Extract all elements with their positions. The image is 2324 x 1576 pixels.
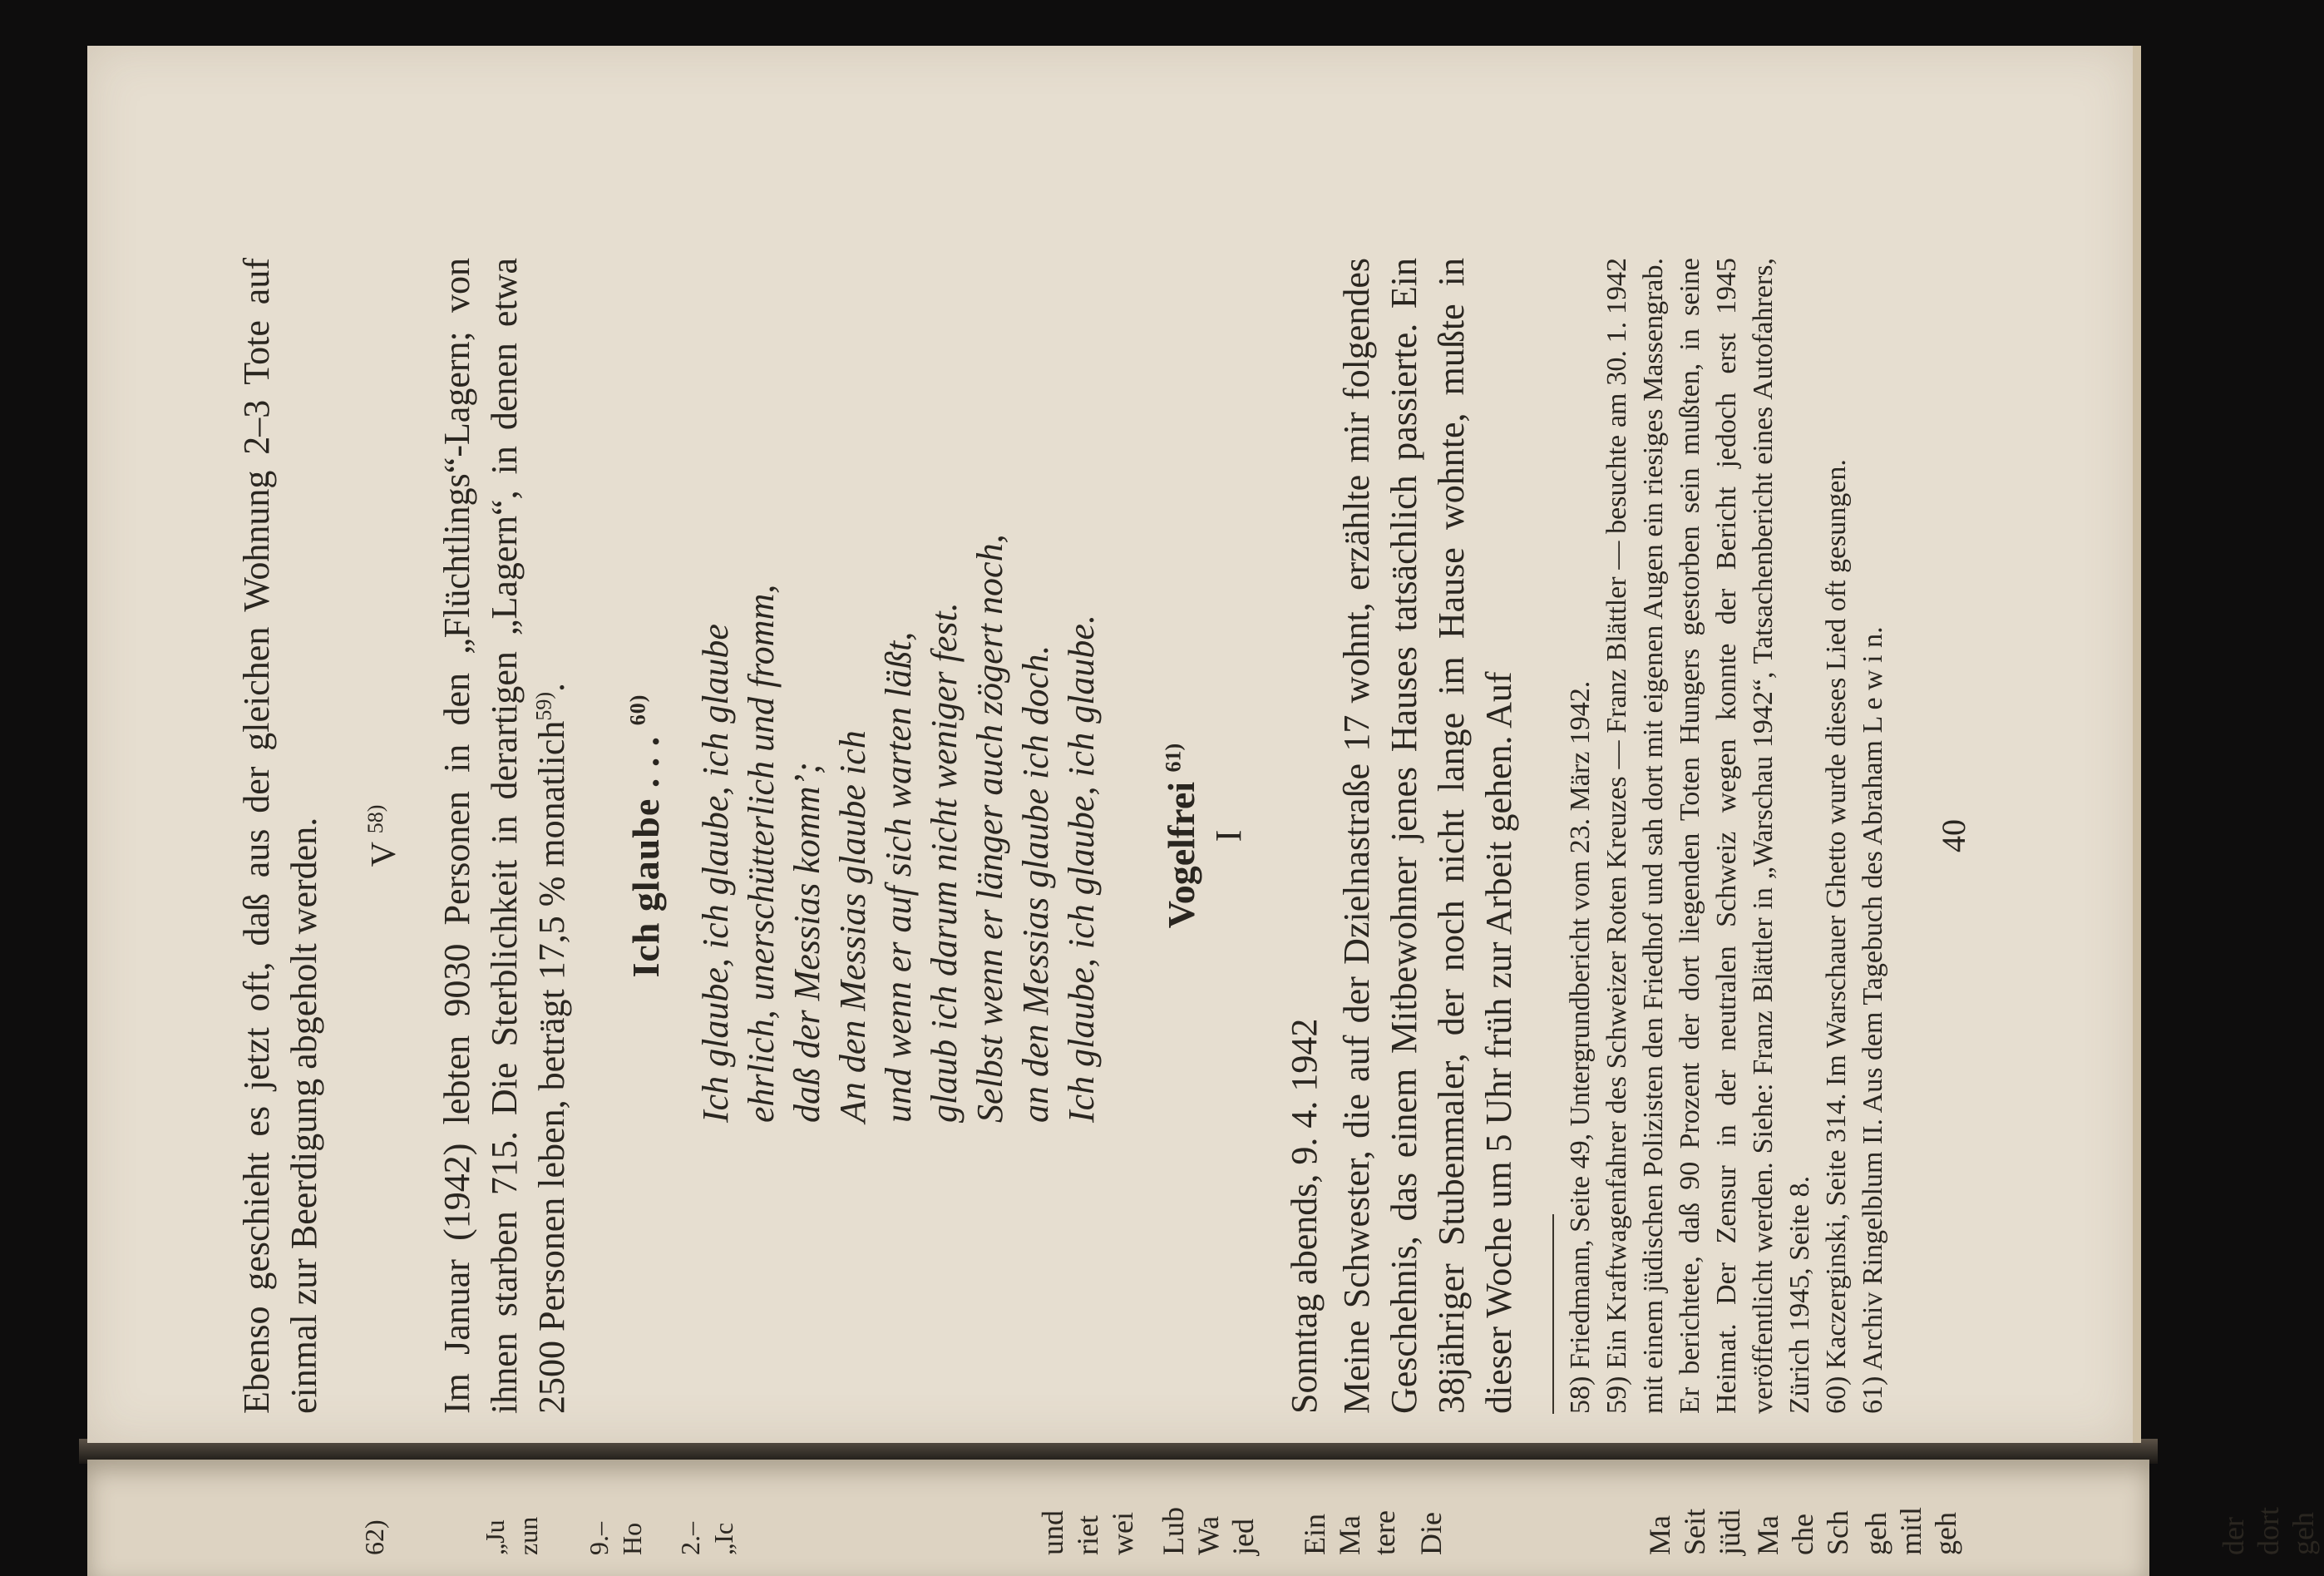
facing-fragment: geh: [2287, 1512, 2320, 1555]
poem: [693, 258, 1104, 1123]
footnote-59: 59) Ein Kraftwagenfahrer des Schweizer Roten Kreuzes — Franz Blättler — besuchte am 30. 1. 1942 mit einem jüdischen Polizisten den Friedhof und sah dort mit eigenen Augen ein riesiges Massengrab. Er berichtete, daß 90 Prozent der dort liegenden Toten Hungers gestorben sein mußten, in seine Heimat. Der Zensur in der neutralen Schweiz wegen konnte der Bericht jedoch erst 1945 veröffentlicht werden. Siehe: Franz Blättler in „Warschau 1942“, Tatsachenbericht eines Autofahrers, Zürich 1945, Seite 8.: [1601, 258, 1815, 1414]
facing-fragment: der: [2217, 1517, 2250, 1555]
facing-fragment: jed: [1226, 1519, 1260, 1555]
footnote-60: 60) Kaczerginski, Seite 314. Im Warschauer Ghetto wurde dieses Lied oft gesungen.: [1821, 459, 1852, 1414]
facing-page-fragments-4: [1642, 1447, 1747, 1555]
facing-fragment: „Ic: [708, 1522, 738, 1555]
poem-footnote-ref: 60): [625, 694, 650, 726]
paragraph-1: Ebenso geschieht es jetzt oft, daß aus der gleichen Wohnung 2–3 Tote auf einmal zur Beerdigung abgeholt werden.: [236, 258, 324, 1414]
poem-line: und wenn er auf sich warten läßt,: [878, 631, 919, 1123]
facing-fragment: Sch: [1821, 1510, 1854, 1555]
chapter-footnote-ref: 61): [1161, 743, 1186, 773]
poem-line: Ich glaube, ich glaube, ich glaube: [695, 624, 736, 1123]
facing-page-fragments-11: [478, 1447, 545, 1555]
paragraph-2-footnote-ref: 59): [531, 691, 556, 721]
page-text-column: [233, 258, 2045, 1414]
facing-fragment: 62): [359, 1519, 389, 1555]
poem-line: An den Messias glaube ich: [832, 730, 873, 1123]
facing-fragment: che: [1786, 1514, 1819, 1555]
poem-line: ehrlich, unerschütterlich und fromm,: [741, 584, 782, 1123]
facing-fragment: Ma: [1643, 1515, 1676, 1555]
facing-fragment: Seit: [1678, 1508, 1711, 1555]
facing-fragment: wei: [1106, 1512, 1139, 1555]
facing-page-fragments-3: [1750, 1447, 1855, 1555]
chapter-title: [1157, 258, 1205, 1414]
dateline: Sonntag abends, 9. 4. 1942: [1284, 1018, 1325, 1414]
facing-fragment: jüdi: [1713, 1508, 1746, 1555]
facing-fragment: riet: [1071, 1515, 1104, 1555]
page-number: 40: [1935, 819, 1972, 852]
section-footnote-ref: 58): [363, 804, 387, 834]
facing-page-fragments-6: [1297, 1447, 1402, 1555]
facing-fragment: 9.–: [584, 1522, 614, 1555]
facing-fragment: Wa: [1192, 1515, 1225, 1555]
facing-fragment: Ma: [1333, 1515, 1366, 1555]
chapter-title-text: Vogelfrei: [1160, 781, 1202, 929]
facing-fragment: tere: [1368, 1510, 1401, 1555]
poem-line: Selbst wenn er länger auch zögert noch,: [970, 534, 1010, 1123]
poem-line: glaub ich darum nicht weniger fest.: [924, 602, 965, 1123]
facing-page-fragments-7: [1156, 1447, 1261, 1555]
section-heading: [361, 258, 408, 1414]
paragraph-2: [433, 258, 575, 1414]
facing-fragment: dort: [2252, 1507, 2285, 1555]
facing-fragment: „Ju: [480, 1519, 510, 1555]
paragraph-2-text: Im Januar (1942) lebten 9030 Personen in den „Flüchtlings“-Lagern; von ihnen starben 715. Die Sterblichkeit in derartigen „Lagern“, in denen etwa 2500 Personen leben, beträgt 17,5 % monatlich: [437, 258, 572, 1414]
facing-fragment: geh: [1929, 1512, 1962, 1555]
facing-fragment: Lub: [1157, 1507, 1190, 1555]
poem-line: an den Messias glaube ich doch.: [1015, 645, 1056, 1123]
facing-fragment: zun: [513, 1516, 543, 1555]
poem-title-text: Ich glaube . . .: [624, 735, 667, 978]
facing-fragment: und: [1036, 1510, 1069, 1555]
section-label: V: [365, 842, 403, 867]
facing-fragment: Ein: [1298, 1514, 1331, 1555]
facing-fragment: Die: [1414, 1512, 1448, 1555]
facing-page-fragments-10: [582, 1447, 649, 1555]
facing-fragment: Ho: [617, 1522, 647, 1555]
chapter-number: I: [1208, 829, 1249, 842]
facing-fragment: 2.–: [675, 1522, 705, 1555]
facing-fragment: mitl: [1894, 1506, 1927, 1555]
facing-page-fragments: [2216, 1256, 2324, 1555]
paragraph-2-end: .: [531, 682, 572, 692]
footnote-rule: [1552, 1214, 1554, 1414]
facing-page-fragments-12: [358, 1447, 391, 1555]
poem-title: [622, 258, 669, 1414]
footnote-61: 61) Archiv Ringelblum II. Aus dem Tagebuch des Abraham L e w i n.: [1858, 626, 1888, 1414]
footnotes: [1562, 258, 1892, 1414]
facing-page-fragments-9: [674, 1447, 740, 1555]
paragraph-3: Meine Schwester, die auf der Dzielnastraße 17 wohnt, erzählte mir folgendes Geschehnis, das einem Mitbewohner jenes Hauses tatsächlich passierte. Ein 38jähriger Stubenmaler, der noch nicht lange im Hause wohnte, mußte in dieser Woche um 5 Uhr früh zur Arbeit gehen. Auf: [1336, 258, 1519, 1414]
poem-line: Ich glaube, ich glaube, ich glaube.: [1061, 615, 1102, 1123]
facing-fragment: geh: [1859, 1512, 1892, 1555]
facing-page-fragments-2: [1858, 1447, 1963, 1555]
facing-page-fragments-8: [1035, 1447, 1140, 1555]
footnote-58: 58) Friedmann, Seite 49, Untergrundbericht vom 23. März 1942.: [1565, 680, 1596, 1414]
facing-fragment: Ma: [1751, 1515, 1784, 1555]
poem-line: daß der Messias komm’;: [787, 762, 827, 1123]
facing-page-fragments-5: [1414, 1447, 1448, 1555]
